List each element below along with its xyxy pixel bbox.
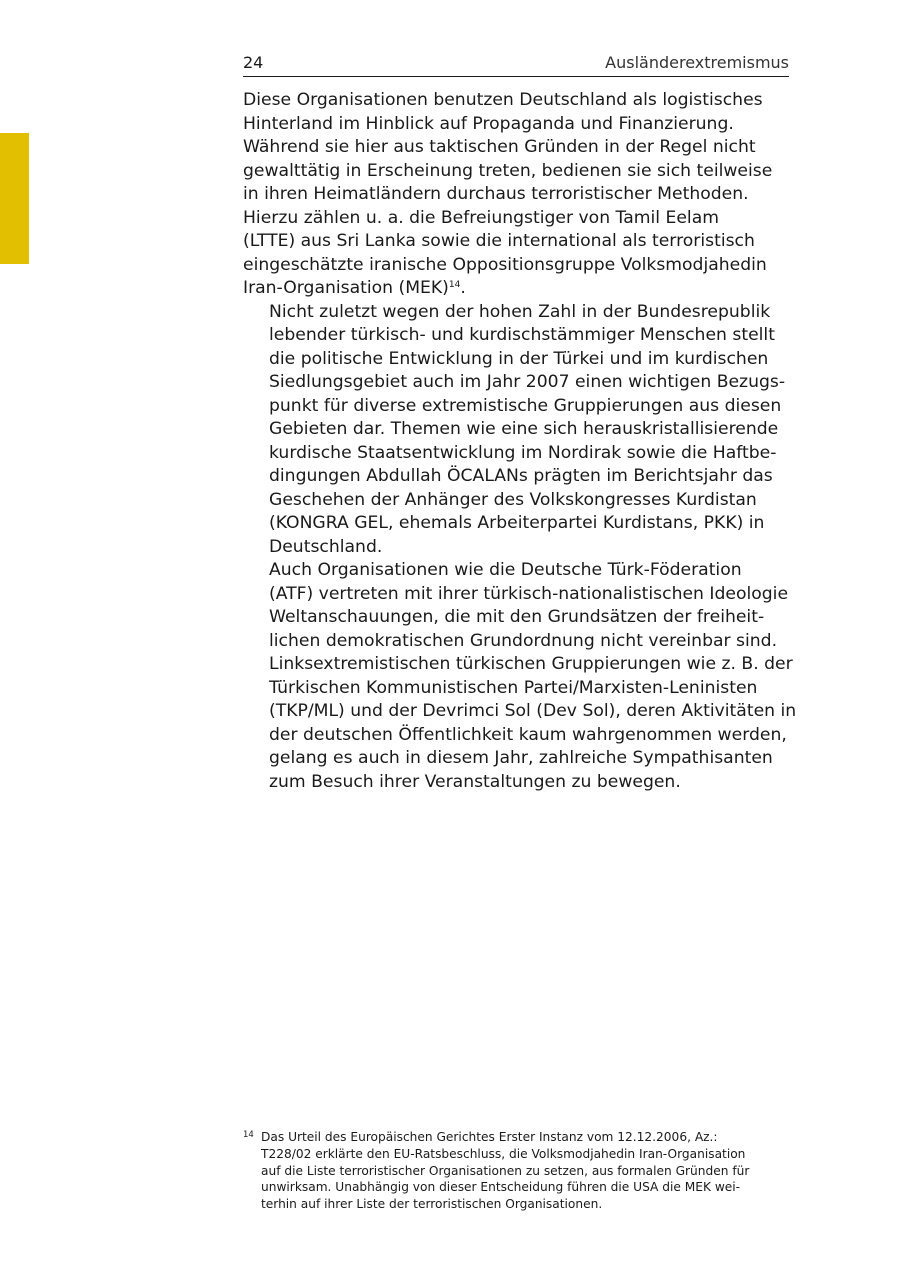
text-line: punkt für diverse extremistische Gruppierungen aus diesen	[269, 395, 782, 416]
paragraph-3	[243, 559, 797, 794]
text-line: Gebieten dar. Themen wie eine sich herauskristallisierende	[269, 419, 779, 439]
text-line: kurdische Staatsentwicklung im Nordirak sowie die Haftbe-	[269, 442, 777, 463]
footnote	[243, 1129, 793, 1213]
text-line: der deutschen Öffentlichkeit kaum wahrgenommen werden,	[269, 724, 787, 745]
footnote-line: T228/02 erklärte den EU-Ratsbeschluss, die Volksmodjahedin Iran-Organisation	[261, 1146, 746, 1161]
running-title: Ausländerextremismus	[605, 53, 789, 72]
text-line: lichen demokratischen Grundordnung nicht vereinbar sind.	[269, 630, 778, 651]
paragraph-2	[243, 301, 791, 560]
footnote-line: auf die Liste terroristischer Organisationen zu setzen, aus formalen Gründen für	[261, 1163, 750, 1178]
text-line: die politische Entwicklung in der Türkei und im kurdischen	[269, 348, 769, 369]
paragraph-1	[243, 89, 791, 301]
page-header	[243, 52, 789, 77]
footnote-reference: 14	[448, 280, 461, 290]
text-line: Weltanschauungen, die mit den Grundsätzen der freiheit-	[269, 607, 765, 627]
footnote-text	[261, 1129, 793, 1213]
text-line: lebender türkisch- und kurdischstämmiger Menschen stellt	[269, 325, 775, 345]
text-line: Hierzu zählen u. a. die Befreiungstiger von Tamil Eelam	[243, 207, 719, 228]
text-line: Türkischen Kommunistischen Partei/Marxisten-Leninisten	[269, 677, 758, 698]
text-line-content: Iran-Organisation (MEK)	[243, 278, 449, 298]
text-line: gewalttätig in Erscheinung treten, bedienen sie sich teilweise	[243, 160, 773, 181]
text-line: Geschehen der Anhänger des Volkskongresses Kurdistan	[269, 489, 757, 510]
text-line: (TKP/ML) und der Devrimci Sol (Dev Sol), deren Aktivitäten in	[269, 701, 797, 721]
text-line: Diese Organisationen benutzen Deutschland als logistisches	[243, 90, 763, 110]
text-line: Hinterland im Hinblick auf Propaganda und Finanzierung.	[243, 113, 734, 134]
text-line: Deutschland.	[269, 536, 383, 557]
chapter-color-tab	[0, 133, 29, 264]
text-line: Nicht zuletzt wegen der hohen Zahl in der Bundesrepublik	[269, 301, 771, 322]
text-line-end: .	[460, 278, 466, 298]
text-line: Linksextremistischen türkischen Gruppierungen wie z. B. der	[269, 654, 793, 674]
text-line: in ihren Heimatländern durchaus terroristischer Methoden.	[243, 184, 749, 204]
text-line: Auch Organisationen wie die Deutsche Türk-Föderation	[269, 560, 742, 580]
footnote-number: 14	[243, 1130, 254, 1140]
footnote-line: Das Urteil des Europäischen Gerichtes Erster Instanz vom 12.12.2006, Az.:	[261, 1130, 718, 1144]
body-text	[243, 89, 797, 794]
text-line	[243, 277, 791, 301]
text-line: dingungen Abdullah ÖCALANs prägten im Berichtsjahr das	[269, 466, 773, 486]
text-line: eingeschätzte iranische Oppositionsgruppe Volksmodjahedin	[243, 254, 767, 275]
page-number: 24	[243, 53, 264, 72]
text-line: zum Besuch ihrer Veranstaltungen zu bewegen.	[269, 771, 681, 792]
footnote-line: terhin auf ihrer Liste der terroristischen Organisationen.	[261, 1197, 603, 1212]
text-line: (ATF) vertreten mit ihrer türkisch-nationalistischen Ideologie	[269, 583, 789, 604]
text-line: Siedlungsgebiet auch im Jahr 2007 einen wichtigen Bezugs-	[269, 372, 786, 392]
text-line: (KONGRA GEL, ehemals Arbeiterpartei Kurdistans, PKK) in	[269, 513, 765, 533]
footnote-line: unwirksam. Unabhängig von dieser Entscheidung führen die USA die MEK wei-	[261, 1180, 741, 1195]
text-line: (LTTE) aus Sri Lanka sowie die international als terroristisch	[243, 231, 755, 251]
text-line: gelang es auch in diesem Jahr, zahlreiche Sympathisanten	[269, 748, 773, 768]
text-line: Während sie hier aus taktischen Gründen in der Regel nicht	[243, 137, 756, 157]
